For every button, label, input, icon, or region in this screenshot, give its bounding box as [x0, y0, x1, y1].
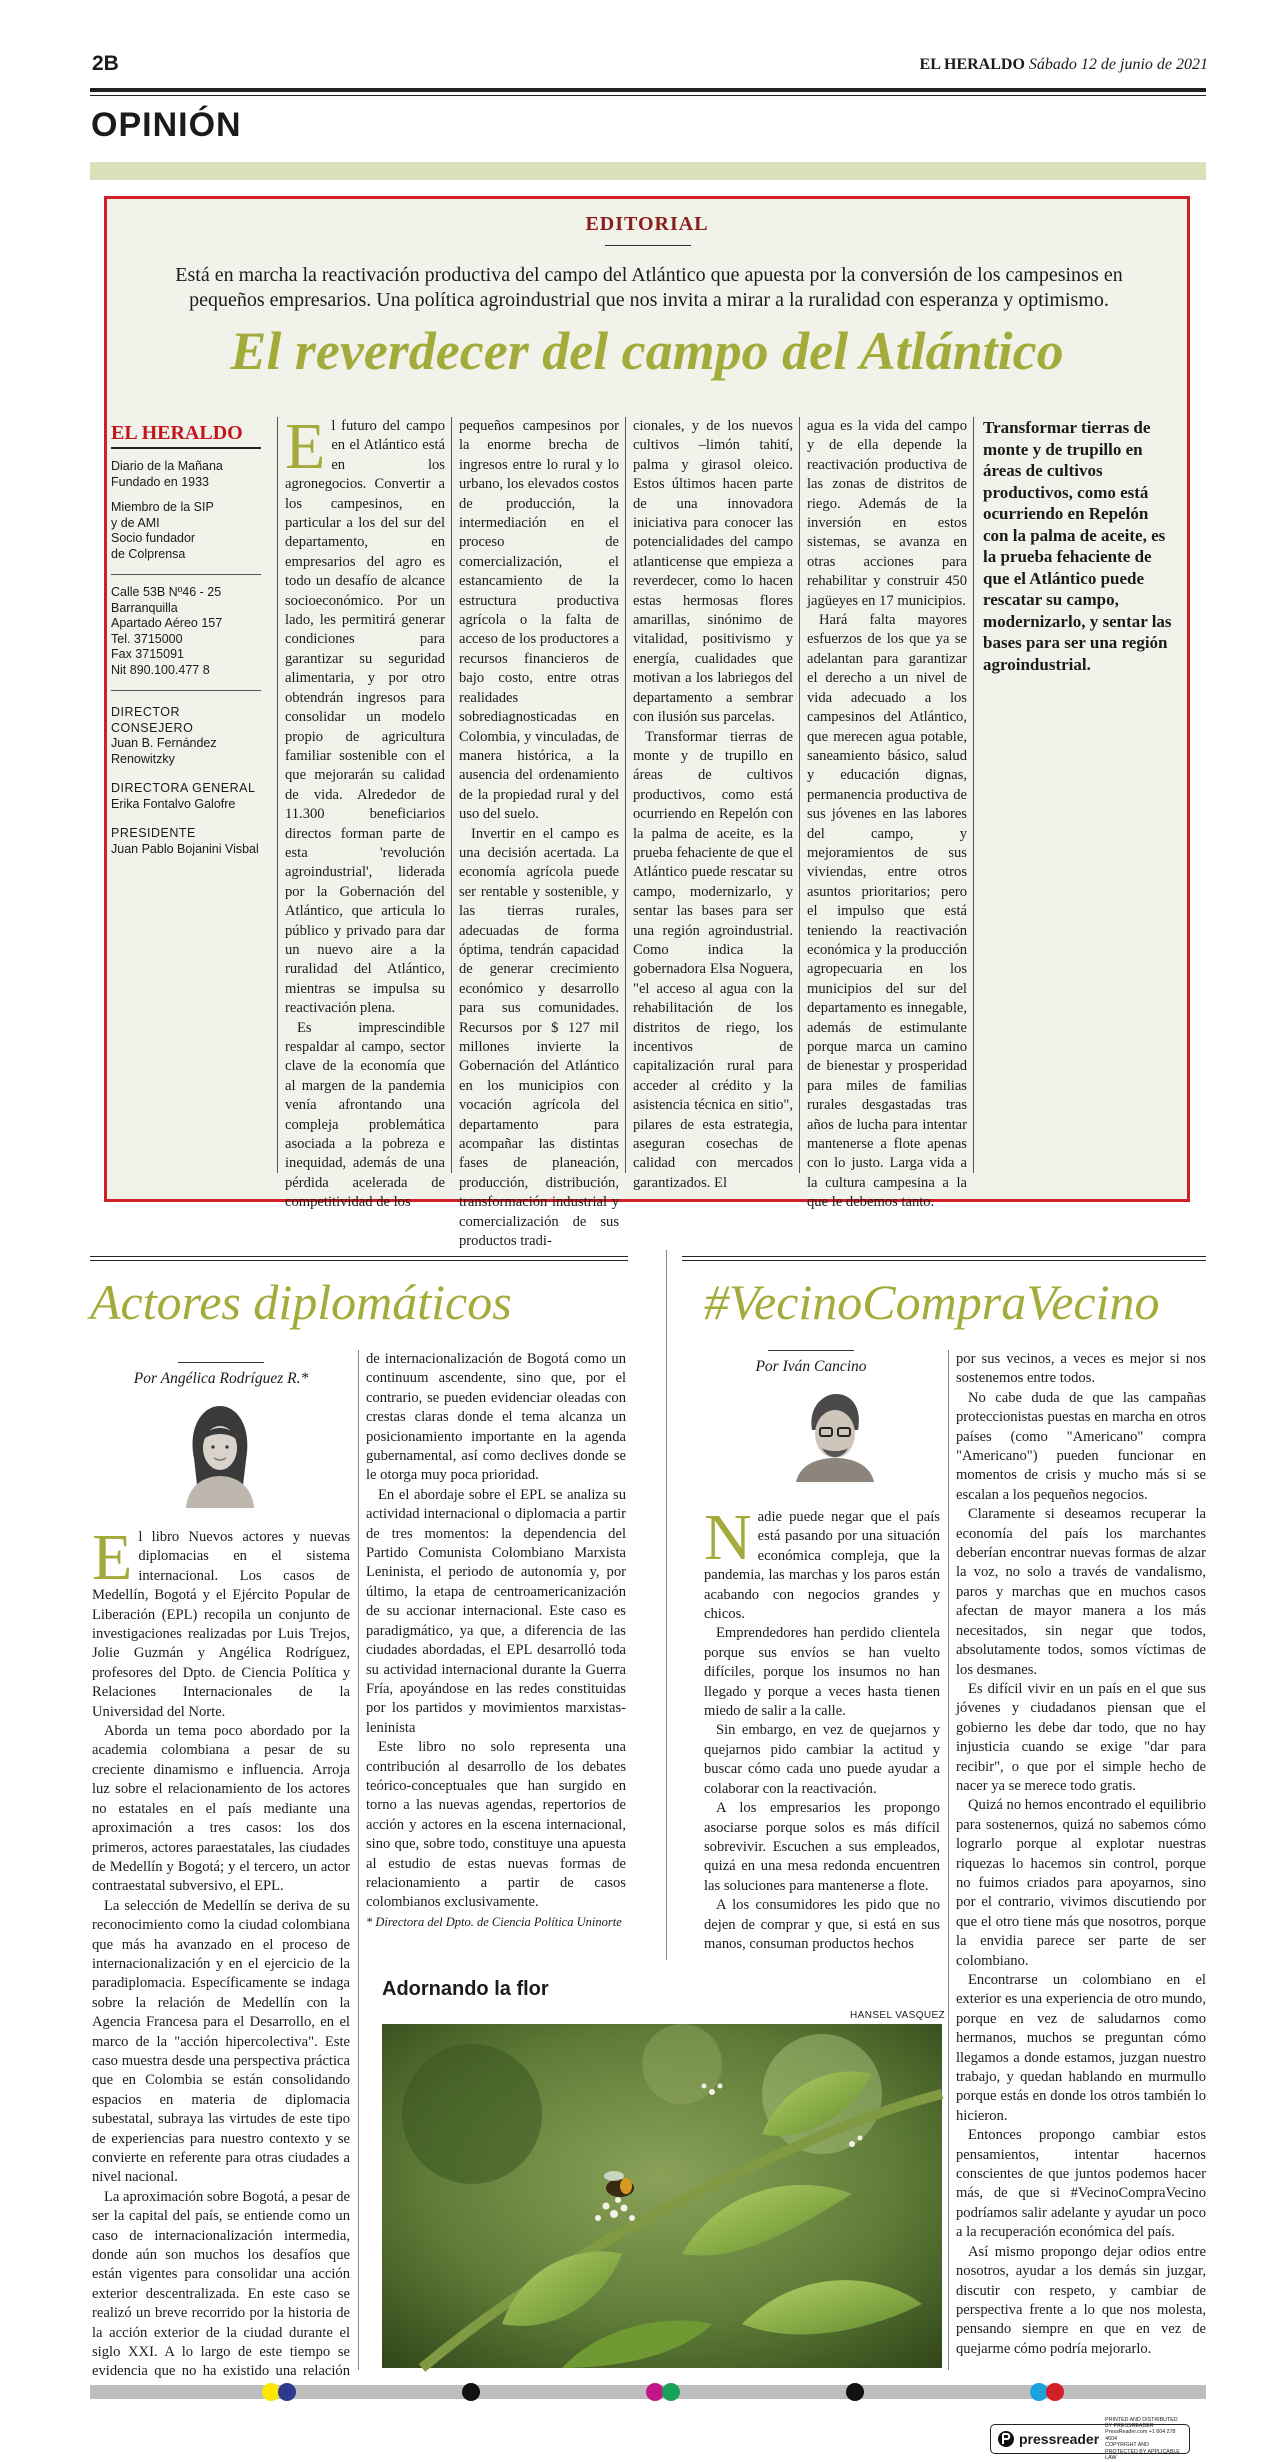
masthead-line: de Colprensa [111, 546, 186, 561]
editorial-column-3 [633, 417, 793, 1191]
paragraph: adie puede negar que el país está pasando por una situación económica compleja, que la pandemia, las marchas y los paros están acabando con negocios grandes y chicos. [704, 1509, 940, 1623]
registration-dot [1046, 2383, 1064, 2401]
author-portrait [790, 1386, 880, 1482]
column-divider [451, 417, 452, 1173]
column-divider [358, 1350, 359, 2370]
paragraph: Transformar tierras de monte y de trupillo en áreas de cultivos productivos, como está ocurriendo en Repelón con la palma de aceite, es la prueba fehaciente de que el Atlántico puede rescatar su campo, modernizarlo, y sentar las bases para ser una región agroindustrial. Como indica la gobernadora Elsa Noguera, "el acceso al agua con la rehabilitación de los distritos de riego, los incentivos de capitalización rural para acceder al crédito y la asistencia técnica en sitio", pilares de esta estrategia, aseguran cosechas de calidad con mercados garantizados. El [633, 728, 793, 1191]
masthead-line: Socio fundador [111, 531, 196, 545]
paragraph: por sus vecinos, a veces es mejor si nos sostenemos entre todos. [956, 1351, 1206, 1387]
dropcap: N [704, 1501, 752, 1574]
paragraph: La aproximación sobre Bogotá, a pesar de ser la capital del país, se entiende como un caso de internacionalización intermedia, donde aún son muchos los desafíos que están vigentes para consolidar una acción exterior descentralizada. En este caso se realizó un breve recorrido por la historia de la acción exterior de la ciudad durante el siglo XXI. A lo largo de este tiempo se evidencia que no ha existido una relación [92, 2188, 350, 2380]
masthead-line: y de AMI [111, 515, 160, 530]
page-number: 2B [92, 52, 119, 75]
pressreader-name: pressreader [1019, 2431, 1100, 2447]
paragraph: Aborda un tema poco abordado por la academia colombiana a pesar de su creciente dinamismo e influencia. Arroja luz sobre el relacionamiento de los actores no estatales en el país mediante una aproximación a tres casos: los dos primeros, actores paraestatales, las ciudades de Medellín y Bogotá; y el tercero, un actor contraestatal subversivo, el EPL. [92, 1723, 350, 1895]
paragraph: Invertir en el campo es una decisión acertada. La economía agrícola puede ser rentable y sostenible, y las tierras rurales, adecuadas de forma óptima, tendrán capacidad de generar crecimiento económico y desarrollo para sus comunidades. Recursos por $ 127 mil millones invierte la Gobernación del Atlántico en los municipios con vocación agrícola del departamento para acompañar las distintas fases de planeación, producción, distribución, transformación industrial y comercialización de sus productos tradi- [459, 825, 619, 1250]
paragraph: de internacionalización de Bogotá como un continuum ascendente, sino que, por el contrario, se pueden evidenciar oleadas con crestas claras donde el tema alcanza un posicionamiento importante en la agenda gubernamental, así como declives donde se le otorga muy poca prioridad. [366, 1351, 626, 1484]
editorial-column-2 [459, 417, 619, 1250]
paragraph: Es difícil vivir en un país en el que sus jóvenes y ciudadanos piensan que el gobierno les debe dar todo, que no hay injusticia cuando se exige "dar para recibir", o que por el simple hecho de nacer ya se merece todo gratis. [956, 1680, 1206, 1794]
masthead [111, 421, 261, 857]
author-byline: Por Angélica Rodríguez R.* [133, 1370, 309, 1387]
header-rule-thin [90, 95, 1206, 96]
paragraph: Sin embargo, en vez de quejarnos y quejarnos pido cambiar la actitud y buscar cómo cada uno puede ayudar a colaborar con la reactivación. [704, 1722, 940, 1797]
paragraph: Es imprescindible respaldar al campo, sector clave de la economía que al margen de la pandemia venía afrontando una compleja problemática asociada a la pobreza e inequidad, además de una pérdida acelerada de competitividad de los [285, 1019, 445, 1211]
byline-rule [768, 1350, 854, 1351]
masthead-line: Miembro de la SIP [111, 500, 214, 514]
pullquote: Transformar tierras de monte y de trupillo en áreas de cultivos productivos, como está ocurriendo en Repelón con la palma de aceite, es la prueba fehaciente de que el Atlántico puede rescatar su campo, modernizarlo, y sentar las bases para ser una región agroindustrial. [983, 418, 1172, 674]
right-article-column-1 [704, 1501, 940, 1952]
photo-caption-title: Adornando la flor [382, 1978, 549, 2000]
byline-rule [178, 1362, 264, 1363]
paragraph: Claramente si deseamos recuperar la economía del país los marchantes deberían encontrar nuevas formas de alzar la voz, no solo a través de vandalismo, paros y marchas que en muchos casos afectan de mayor manera a los más necesitados, sin negar que todos, absolutamente todos, somos víctimas de los desmanes. [956, 1506, 1206, 1678]
role-label: PRESIDENTE [111, 826, 196, 840]
paragraph: No cabe duda de que las campañas proteccionistas puestas en marcha en otros países (como "Americano" compra "Americano") pueden funcionar en momentos de crisis y mucho más si se escalan a los pequeños negocios. [956, 1389, 1206, 1503]
role-name: Juan Pablo Bojanini Visbal [111, 841, 259, 856]
masthead-line: Apartado Aéreo 157 [111, 616, 223, 630]
masthead-line: Fax 3715091 [111, 647, 184, 661]
editorial-kicker: EDITORIAL [585, 213, 709, 235]
paragraph: Quizá no hemos encontrado el equilibrio para sostenernos, quizá no sabemos cómo lograrlo porque al explotar nuestras riquezas lo hacemos sin control, porque no fuimos criados para apoyarnos, sino por el contrario, vivimos discutiendo por que el otro tiene más que nosotros, porque la envidia parece ser parte de ser colombiano. [956, 1797, 1206, 1969]
section-rule [682, 1256, 1206, 1257]
article-title: Actores diplomáticos [90, 1274, 512, 1330]
footnote: * Directora del Dpto. de Ciencia Política Uninorte [366, 1914, 622, 1929]
kicker-underline [605, 245, 691, 246]
section-divider [666, 1250, 667, 1960]
paragraph: agua es la vida del campo y de ella depende la reactivación productiva de las zonas de distritos de riego. Además de la inversión en estos sistemas, se avanza en otras acciones para rehabilitar y construir 450 jagüeyes en 17 municipios. [807, 418, 967, 609]
column-divider [799, 417, 800, 1173]
registration-dot [462, 2383, 480, 2401]
photo-credit: HANSEL VASQUEZ [850, 2010, 946, 2021]
column-divider [277, 417, 278, 1173]
section-band [90, 162, 1206, 180]
paragraph: A los empresarios les propongo asociarse porque solos es más difícil sobrevivir. Escuchen a sus empleados, quizá en una mesa redonda encuentren las soluciones para mantenerse a flote. [704, 1800, 940, 1894]
paragraph: l libro Nuevos actores y nuevas diplomacias en el sistema internacional. Los casos de Medellín, Bogotá y el Ejército Popular de Liberación (EPL) recopila un conjunto de investigaciones realizadas por Luis Trejos, Jolie Guzmán y Angélica Rodríguez, profesores del Dpto. de Ciencia Política y Relaciones Internacionales de la Universidad del Norte. [92, 1529, 350, 1720]
right-article-column-2 [956, 1350, 1206, 2370]
masthead-line: Barranquilla [111, 600, 178, 615]
left-article-column-1 [92, 1521, 350, 2380]
paper-name: EL HERALDO [919, 56, 1025, 73]
role-label: DIRECTORA GENERAL [111, 781, 256, 795]
dropcap: E [92, 1521, 133, 1594]
paragraph: pequeños campesinos por la enorme brecha de ingresos entre lo rural y lo urbano, los elevados costos de producción, la intermediación en el proceso de comercialización, el estancamiento de la estructura productiva agrícola o la falta de acceso de los productores a recursos financieros de bajo costo, entre otras realidades sobrediagnosticadas en Colombia, y vinculadas, de manera histórica, a la ausencia del ordenamiento de la propiedad rural y del uso del suelo. [459, 418, 619, 823]
header-right [920, 56, 1208, 74]
editorial-title: El reverdecer del campo del Atlántico [230, 321, 1064, 381]
left-article-column-2 [366, 1350, 626, 1928]
paragraph: l futuro del campo en el Atlántico está en los agronegocios. Convertir a los campesinos, en particular a los del sur del departamento, en empresarios del agro es todo un desafío de alcance socioeconómico. Por un lado, les permitirá generar condiciones para garantizar su seguridad alimentaria, y por otro obtendrán ingresos para consolidar un modelo propio de agricultura familiar sostenible con el que mejorarán su calidad de vida. Alrededor de 11.300 beneficiarios directos forman parte de esta 'revolución agroindustrial', liderada por la Gobernación del Atlántico, que articula lo público y privado para dar un nuevo aire a la ruralidad del Atlántico, mientras se impulsa su reactivación plena. [285, 418, 445, 1017]
fine-print: COPYRIGHT AND PROTECTED BY APPLICABLE LAW [1105, 2442, 1180, 2462]
masthead-line: Calle 53B Nº46 - 25 [111, 585, 222, 599]
dropcap: E [285, 410, 326, 483]
registration-dot [662, 2383, 680, 2401]
paragraph: La selección de Medellín se deriva de su reconocimiento como la ciudad colombiana que más ha avanzado en el proceso de internacionalización y en el ejercicio de la paradiplomacia. Específicamente se indaga sobre la relación de Medellín con la Agencia Francesa para el Desarrollo, en el marco de la "acción hipercolectiva". Este caso muestra desde una perspectiva práctica que en Colombia se están consolidando espacios en materia de diplomacia subestatal, subraya las virtudes de este tipo de experiencias para nuestro contexto y se convierte en referente para otras ciudades a nivel nacional. [92, 1897, 350, 2186]
masthead-line: Nit 890.100.477 8 [111, 662, 210, 677]
role-name: Juan B. Fernández Renowitzky [111, 736, 217, 766]
author-portrait [180, 1398, 260, 1508]
registration-dot [278, 2383, 296, 2401]
fine-print: PressReader.com +1 604 278 4604 [1105, 2429, 1176, 2442]
editorial-column-4 [807, 417, 967, 1211]
column-divider [625, 417, 626, 1173]
masthead-line: Tel. 3715000 [111, 631, 183, 646]
role-name: Erika Fontalvo Galofre [111, 796, 236, 811]
paragraph: Hará falta mayores esfuerzos de los que ya se adelantan para garantizar el derecho a un nivel de vida adecuado a los campesinos del Atlántico, que merecen agua potable, saneamiento básico, salud y educación dignas, permanencia productiva de sus jóvenes en las labores del campo, y mejoramientos de sus viviendas, entre otros asuntos prioritarios; pero el impulso que está teniendo la reactivación económica y la producción agropecuaria en los municipios del sur del departamento es innegable, además de estimulante porque marca un camino de bienestar y prosperidad para miles de familias rurales desgastadas tras años de lucha para intentar mantenerse a flote apenas con lo justo. Larga vida a la cultura campesina a la que le debemos tanto. [807, 612, 967, 1211]
column-divider [948, 1350, 949, 2370]
author-byline: Por Iván Cancino [755, 1358, 867, 1375]
editorial-lead: Está en marcha la reactivación productiva del campo del Atlántico que apuesta por la conversión de los campesinos en pequeños empresarios. Una política agroindustrial que nos invita a mirar a la ruralidad con esperanza y optimismo. [175, 264, 1123, 311]
section-rule [90, 1256, 628, 1257]
flower-photo [382, 2024, 942, 2368]
paragraph: A los consumidores les pido que no dejen de comprar y que, si está en sus manos, consuman productos hechos [704, 1897, 940, 1952]
column-divider [973, 417, 974, 1173]
issue-date: Sábado 12 de junio de 2021 [1028, 56, 1208, 73]
fine-print: PRINTED AND DISTRIBUTED BY PRESSREADER [1105, 2416, 1178, 2429]
paragraph: Así mismo propongo dejar odios entre nosotros, ayudar a los demás sin juzgar, discutir con respeto, y cambiar de perspectiva frente a lo que nos molesta, pensando siempre en que en vez de quejarme cómo podría mejorarlo. [956, 2243, 1206, 2357]
paragraph: Emprendedores han perdido clientela porque sus envíos se han vuelto difíciles, porque los insumos no han llegado y porque a veces hasta tienen miedo de salir a la calle. [704, 1625, 940, 1720]
section-rule [90, 1260, 628, 1261]
editorial-box [104, 196, 1190, 1250]
header-rule [90, 88, 1206, 92]
pressreader-logo-icon [997, 2430, 1015, 2448]
paragraph: Encontrarse un colombiano en el exterior es una experiencia de otro mundo, porque en vez de saludarnos como hermanos, muchos se preguntan cómo llegamos a donde estamos, juzgan nuestro trabajo, y quedan hablando en murmullo porque estás en donde los otros también lo hicieron. [956, 1972, 1206, 2124]
section-rule [682, 1260, 1206, 1261]
role-label: DIRECTOR CONSEJERO [111, 705, 194, 735]
paragraph: cionales, y de los nuevos cultivos –limón tahití, palma y girasol oleico. Estos últimos hacen parte de una innovadora iniciativa para conocer las potencialidades del campo atlanticense que empieza a reverdecer, como lo hacen estas hermosas flores amarillas, sinónimo de vitalidad, positivismo y energía, cualidades que motivan a los labriegos del departamento a sembrar con ilusión sus parcelas. [633, 418, 793, 726]
registration-dot [846, 2383, 864, 2401]
masthead-logo: EL HERALDO [111, 421, 261, 449]
article-title: #VecinoCompraVecino [704, 1274, 1160, 1330]
masthead-line: Fundado en 1933 [111, 474, 210, 489]
pressreader-badge [990, 2416, 1190, 2462]
paragraph: Este libro no solo representa una contribución al desarrollo de los debates teórico-conceptuales que han surgido en torno a las nuevas agendas, repertorios de acción y actores en la escena internacional, sino que, sobre todo, constituye una apuesta al estudio de estas nuevas formas de relacionamiento a partir de casos colombianos exclusivamente. [366, 1739, 626, 1911]
masthead-line: Diario de la Mañana [111, 459, 223, 473]
section-title: OPINIÓN [91, 106, 242, 144]
editorial-column-1 [285, 410, 445, 1211]
paragraph: Entonces propongo cambiar estos pensamientos, intentar hacernos conscientes de que juntos podemos hacer más, de que si #VecinoCompraVecino podríamos salir adelante y ayudar un poco a la recuperación económica del país. [956, 2127, 1206, 2241]
paragraph: En el abordaje sobre el EPL se analiza su actividad internacional o diplomacia a partir de tres momentos: la dependencia del Partido Comunista Colombiano Marxista Leninista, el periodo de autonomía y, por último, la etapa de centroamericanización de su accionar internacional. Este caso es paradigmático, ya que, a diferencia de las ciudades abordadas, el EPL desarrolló toda su actividad internacional durante la Guerra Fría, apoyándose en las redes constituidas por los partidos y movimientos marxistas-leninista [366, 1486, 626, 1736]
